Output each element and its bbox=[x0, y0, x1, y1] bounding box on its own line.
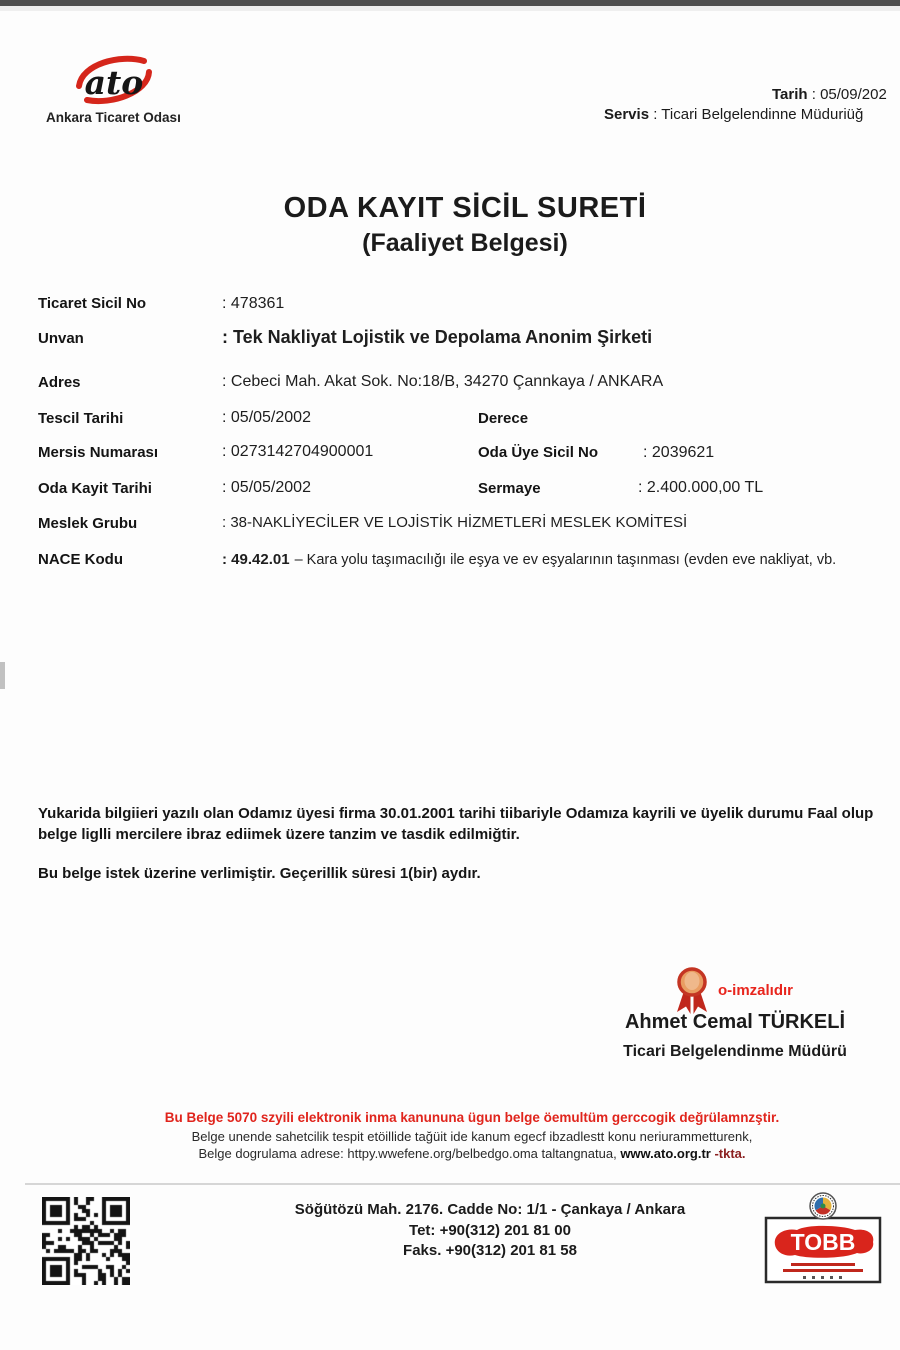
date-value: : 05/09/202 bbox=[811, 86, 887, 103]
footer-address: Söğütözü Mah. 2176. Cadde No: 1/1 - Çankaya / Ankara bbox=[294, 1201, 686, 1218]
field-label-unvan: Unvan bbox=[38, 330, 84, 347]
scan-top-shade bbox=[0, 6, 900, 11]
verify-address-text: Belge dogrulama adrese: httpy.wwefene.org/belbedgo.oma taltangnatua, bbox=[198, 1146, 621, 1161]
signer-role: Ticari Belgelendinme Müdürü bbox=[623, 1043, 847, 1060]
field-label-sermaye: Sermaye bbox=[478, 480, 541, 497]
field-label-meslek-grubu: Meslek Grubu bbox=[38, 515, 138, 532]
tobb-label: TOBB bbox=[790, 1229, 856, 1255]
service-line bbox=[604, 106, 863, 123]
title-line1: ODA KAYIT SİCİL SURETİ bbox=[283, 192, 647, 224]
legal-notice-line3 bbox=[44, 1146, 900, 1161]
footer-divider bbox=[25, 1183, 900, 1185]
validity-paragraph: Bu belge istek üzerine verlimiştir. Geçerillik süresi 1(bir) aydır. bbox=[38, 865, 481, 882]
footer-fax: Faks. +90(312) 201 81 58 bbox=[403, 1242, 577, 1259]
title-line2: (Faaliyet Belgesi) bbox=[362, 229, 568, 257]
seal-ribbon-icon bbox=[672, 966, 712, 1016]
document-title bbox=[0, 192, 900, 258]
field-value-oda-uye-sicil-no: : 2039621 bbox=[643, 444, 715, 461]
service-value: : Ticari Belgelendinne Müduriüğ bbox=[653, 106, 864, 123]
e-signed-label: o-imzalıdır bbox=[718, 982, 794, 999]
field-value-nace-kodu bbox=[222, 551, 836, 568]
service-label: Servis bbox=[604, 106, 650, 123]
field-label-nace-kodu: NACE Kodu bbox=[38, 551, 123, 568]
field-label-adres: Adres bbox=[38, 374, 81, 391]
field-value-sermaye: : 2.400.000,00 TL bbox=[638, 479, 764, 496]
nace-description: – Kara yolu taşımacılığı ile eşya ve ev eşyalarının taşınması (evden eve nakliyat, vb. bbox=[294, 552, 837, 568]
date-label: Tarih bbox=[772, 86, 808, 103]
field-label-derece: Derece bbox=[478, 410, 529, 427]
date-line bbox=[772, 86, 887, 103]
nace-code: : 49.42.01 bbox=[222, 551, 290, 568]
field-value-meslek-grubu: : 38-NAKLİYECİLER VE LOJİSTİK HİZMETLERİ MESLEK KOMİTESİ bbox=[222, 514, 688, 531]
field-value-mersis: : 0273142704900001 bbox=[222, 443, 374, 460]
field-label-oda-uye-sicil-no: Oda Üye Sicil No bbox=[478, 444, 599, 461]
field-value-oda-kayit-tarihi: : 05/05/2002 bbox=[222, 479, 311, 496]
ato-website-text: www.ato.org.tr bbox=[620, 1146, 711, 1161]
field-label-tescil-tarihi: Tescil Tarihi bbox=[38, 410, 124, 427]
tobb-logo bbox=[763, 1192, 883, 1287]
field-value-ticaret-sicil-no: : 478361 bbox=[222, 295, 285, 312]
field-value-unvan: : Tek Nakliyat Lojistik ve Depolama Anonim Şirketi bbox=[222, 327, 653, 347]
field-value-adres: : Cebeci Mah. Akat Sok. No:18/B, 34270 Çannkaya / ANKARA bbox=[222, 373, 664, 390]
field-label-mersis: Mersis Numarası bbox=[38, 444, 159, 461]
org-name: Ankara Ticaret Odası bbox=[46, 110, 181, 125]
legal-notice-red: Bu Belge 5070 szyili elektronik inma kanununa ügun belge öemultüm gerccogik değrülamnzştir. bbox=[164, 1110, 780, 1125]
field-label-oda-kayit-tarihi: Oda Kayit Tarihi bbox=[38, 480, 152, 497]
statement-paragraph: Yukarida bilgiieri yazılı olan Odamız üyesi firma 30.01.2001 tarihi tiibariyle Odamıza kayrili ve üyelik durumu Faal olup belge liglli mercilere ibraz ediimek üzere tanzim ve tasdik edilmiğtir. bbox=[38, 805, 874, 843]
ato-logo bbox=[74, 52, 154, 108]
field-label-ticaret-sicil-no: Ticaret Sicil No bbox=[38, 295, 147, 312]
scan-edge-artifact bbox=[0, 662, 5, 689]
legal-line3-tail: -tkta. bbox=[710, 1146, 746, 1161]
signer-name: Ahmet Cemal TÜRKELİ bbox=[624, 1011, 846, 1033]
logo-text: ato bbox=[84, 63, 144, 102]
legal-notice-line2: Belge unende sahetcilik tespit etöillide tağüit ide kanum egecf ibzadlestt konu neriurammetturenk, bbox=[191, 1129, 753, 1144]
field-value-tescil-tarihi: : 05/05/2002 bbox=[222, 409, 311, 426]
footer-tel: Tet: +90(312) 201 81 00 bbox=[409, 1221, 571, 1239]
